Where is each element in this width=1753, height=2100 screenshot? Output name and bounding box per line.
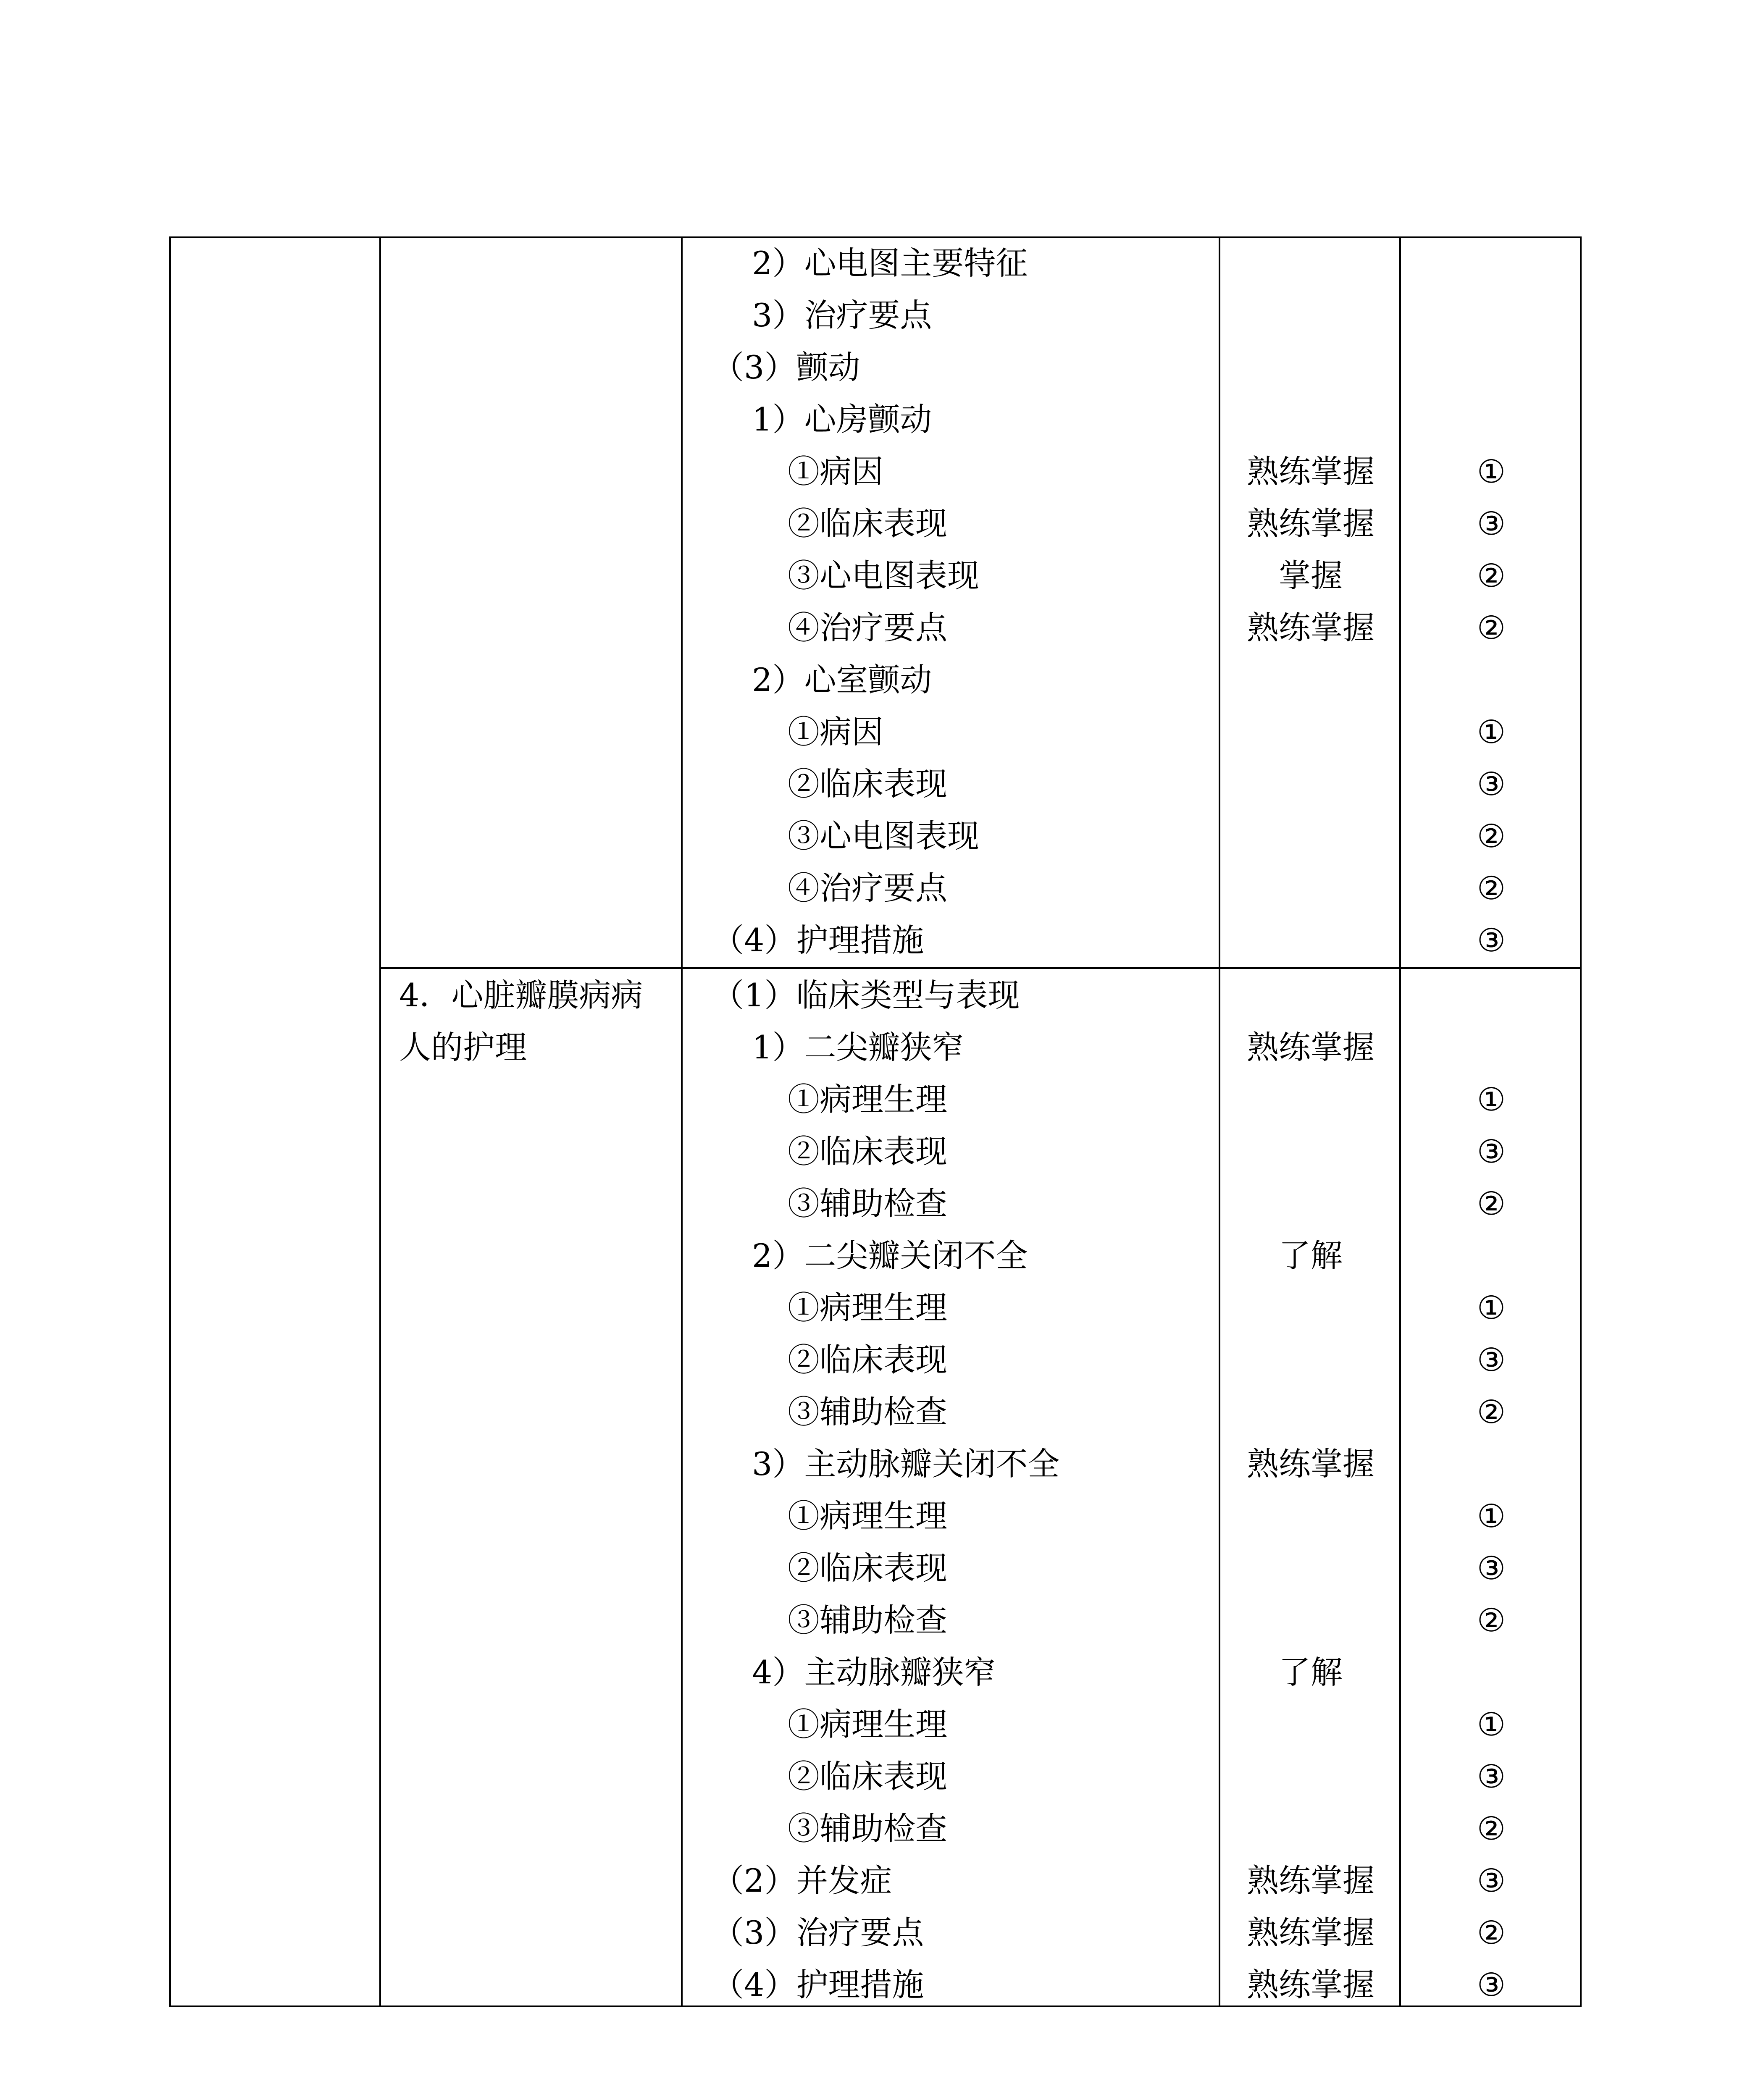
requirement-level bbox=[1220, 758, 1401, 810]
weight-mark: ② bbox=[1477, 557, 1506, 594]
outline-item: （2）并发症 bbox=[712, 1862, 892, 1899]
content-column-continued bbox=[683, 237, 1220, 966]
outline-item: ③辅助检查 bbox=[788, 1185, 947, 1222]
outline-item: 2）心室颤动 bbox=[752, 661, 932, 698]
outline-item: （3）治疗要点 bbox=[712, 1914, 924, 1951]
weight-mark: ③ bbox=[1477, 921, 1506, 959]
requirement-column-continued bbox=[1220, 237, 1401, 966]
requirement-level bbox=[1220, 1126, 1401, 1178]
requirement-level bbox=[1220, 810, 1401, 862]
requirement-level: 熟练掌握 bbox=[1247, 609, 1375, 646]
outline-item: 1）心房颤动 bbox=[752, 401, 932, 438]
outline-item: ②临床表现 bbox=[788, 1758, 947, 1795]
outline-item: （4）护理措施 bbox=[712, 1966, 924, 2003]
column-divider-1 bbox=[379, 236, 381, 2007]
outline-item: ③辅助检查 bbox=[788, 1810, 947, 1847]
outline-item: ①病理生理 bbox=[788, 1081, 947, 1118]
requirement-level bbox=[1220, 237, 1401, 289]
requirement-level bbox=[1220, 1698, 1401, 1751]
weight-mark: ② bbox=[1477, 869, 1506, 907]
weight-mark bbox=[1401, 1646, 1582, 1698]
requirement-level bbox=[1220, 654, 1401, 706]
outline-item: ②临床表现 bbox=[788, 1133, 947, 1170]
outline-item: ④治疗要点 bbox=[788, 609, 947, 646]
weight-mark bbox=[1401, 654, 1582, 706]
outline-item: ①病理生理 bbox=[788, 1289, 947, 1326]
weight-mark: ③ bbox=[1477, 1549, 1506, 1587]
weight-mark: ③ bbox=[1477, 1966, 1506, 2003]
weight-mark bbox=[1401, 1438, 1582, 1490]
weight-mark: ② bbox=[1477, 1810, 1506, 1847]
outline-item: 1）二尖瓣狭窄 bbox=[752, 1029, 964, 1066]
weight-mark: ② bbox=[1477, 1914, 1506, 1951]
weight-mark: ① bbox=[1477, 1081, 1506, 1118]
weight-mark bbox=[1401, 237, 1582, 289]
outline-item: ①病因 bbox=[788, 713, 883, 751]
requirement-level bbox=[1220, 1751, 1401, 1803]
weight-mark: ② bbox=[1477, 817, 1506, 855]
outline-item: ①病理生理 bbox=[788, 1497, 947, 1535]
requirement-level bbox=[1220, 1334, 1401, 1386]
content-column-section-4 bbox=[683, 969, 1220, 2011]
outline-item: ②临床表现 bbox=[788, 1341, 947, 1378]
outline-item: 2）心电图主要特征 bbox=[752, 244, 1028, 282]
outline-item: ②临床表现 bbox=[788, 505, 947, 542]
requirement-level: 熟练掌握 bbox=[1247, 1862, 1375, 1899]
outline-item: 3）主动脉瓣关闭不全 bbox=[752, 1445, 1060, 1483]
outline-item: ①病理生理 bbox=[788, 1706, 947, 1743]
weight-mark bbox=[1401, 289, 1582, 341]
mark-column-continued bbox=[1401, 237, 1582, 966]
requirement-level: 熟练掌握 bbox=[1247, 453, 1375, 490]
weight-mark: ③ bbox=[1477, 765, 1506, 803]
outline-item: ②临床表现 bbox=[788, 765, 947, 803]
weight-mark bbox=[1401, 394, 1582, 446]
outline-item: ③心电图表现 bbox=[788, 557, 979, 594]
requirement-level bbox=[1220, 1074, 1401, 1126]
requirement-level bbox=[1220, 341, 1401, 394]
requirement-level bbox=[1220, 1594, 1401, 1646]
table-border-left bbox=[169, 236, 171, 2007]
weight-mark: ③ bbox=[1477, 1758, 1506, 1795]
mark-column-section-4 bbox=[1401, 969, 1582, 2011]
requirement-level bbox=[1220, 914, 1401, 966]
requirement-level: 熟练掌握 bbox=[1247, 1966, 1375, 2003]
outline-item: ③辅助检查 bbox=[788, 1393, 947, 1431]
requirement-level bbox=[1220, 1490, 1401, 1542]
requirement-level bbox=[1220, 706, 1401, 758]
weight-mark: ③ bbox=[1477, 1133, 1506, 1170]
outline-item: （4）护理措施 bbox=[712, 921, 924, 959]
outline-item: （1）临床类型与表现 bbox=[712, 976, 1020, 1014]
weight-mark: ① bbox=[1477, 1706, 1506, 1743]
requirement-level: 掌握 bbox=[1279, 557, 1343, 594]
weight-mark: ① bbox=[1477, 453, 1506, 490]
weight-mark bbox=[1401, 1021, 1582, 1074]
requirement-level: 熟练掌握 bbox=[1247, 505, 1375, 542]
weight-mark: ① bbox=[1477, 1289, 1506, 1326]
weight-mark: ② bbox=[1477, 1393, 1506, 1431]
weight-mark bbox=[1401, 969, 1582, 1021]
outline-item: （3）颤动 bbox=[712, 349, 860, 386]
requirement-level: 熟练掌握 bbox=[1247, 1029, 1375, 1066]
weight-mark: ② bbox=[1477, 1185, 1506, 1222]
outline-item: ②临床表现 bbox=[788, 1549, 947, 1587]
weight-mark: ③ bbox=[1477, 505, 1506, 542]
requirement-level bbox=[1220, 1386, 1401, 1438]
requirement-level bbox=[1220, 1178, 1401, 1230]
weight-mark: ① bbox=[1477, 1497, 1506, 1535]
weight-mark: ② bbox=[1477, 1601, 1506, 1639]
section-divider bbox=[379, 967, 1582, 969]
requirement-level bbox=[1220, 1282, 1401, 1334]
requirement-level bbox=[1220, 1542, 1401, 1594]
weight-mark: ③ bbox=[1477, 1862, 1506, 1899]
outline-item: 4）主动脉瓣狭窄 bbox=[752, 1654, 996, 1691]
requirement-level bbox=[1220, 394, 1401, 446]
requirement-level: 熟练掌握 bbox=[1247, 1914, 1375, 1951]
weight-mark: ③ bbox=[1477, 1341, 1506, 1378]
requirement-level bbox=[1220, 969, 1401, 1021]
weight-mark: ② bbox=[1477, 609, 1506, 646]
requirement-level: 了解 bbox=[1279, 1654, 1343, 1691]
outline-item: ③心电图表现 bbox=[788, 817, 979, 855]
outline-item: ④治疗要点 bbox=[788, 869, 947, 907]
requirement-level: 熟练掌握 bbox=[1247, 1445, 1375, 1483]
requirement-column-section-4 bbox=[1220, 969, 1401, 2011]
section-topic-line-1: 4．心脏瓣膜病病 bbox=[399, 976, 643, 1014]
requirement-level bbox=[1220, 1803, 1401, 1855]
requirement-level bbox=[1220, 289, 1401, 341]
weight-mark: ① bbox=[1477, 713, 1506, 751]
requirement-level: 了解 bbox=[1279, 1237, 1343, 1274]
outline-item: 2）二尖瓣关闭不全 bbox=[752, 1237, 1028, 1274]
outline-item: 3）治疗要点 bbox=[752, 297, 932, 334]
outline-item: ①病因 bbox=[788, 453, 883, 490]
section-topic-line-2: 人的护理 bbox=[399, 1029, 527, 1066]
requirement-level bbox=[1220, 862, 1401, 914]
weight-mark bbox=[1401, 1230, 1582, 1282]
outline-item: ③辅助检查 bbox=[788, 1601, 947, 1639]
weight-mark bbox=[1401, 341, 1582, 394]
